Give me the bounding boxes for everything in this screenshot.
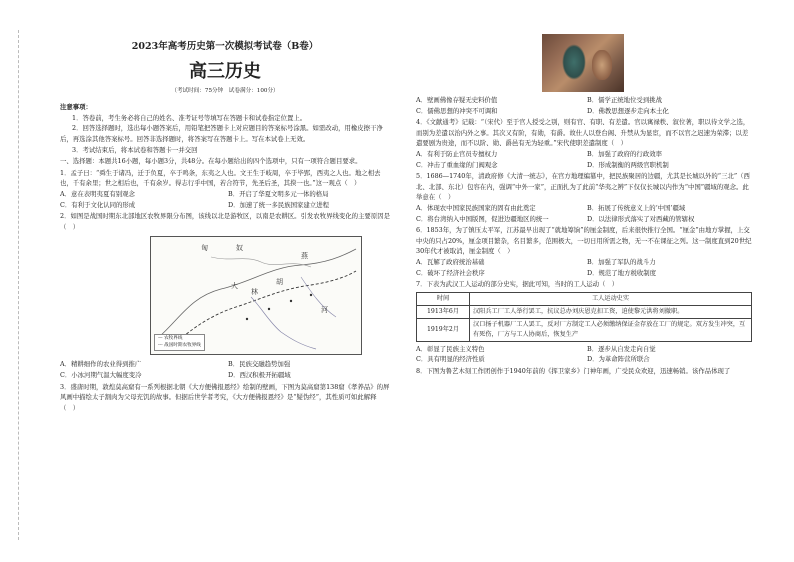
question-5-stem: 5．1686—1740年，清政府修《大清一统志》，在官方地理编纂中，把民族聚居的边疆，尤其是长城以外的“三北”（西北、北部、东北）包容在内，强调“中外一家”，正面扎为了此前“华夷之辨”下仅仅长城以内作为“中国”疆域的观念。此举意在（ ） [416, 172, 750, 202]
question-5-options [416, 203, 752, 224]
table-cell-time: 1913年6月 [417, 305, 470, 318]
option-c[interactable]: C．具有明显的经济性质 [416, 355, 485, 364]
question-1-stem: 1．孟子曰：“舜生于诸冯，迁于负夏，卒于鸣条，东夷之人也。文王生于岐周，卒于毕郢，西夷之人也。地之相去也，千有余里；世之相后也，千有余岁。得志行乎中国，若合符节，先圣后圣，其揆一也。”这一观点（ ） [60, 168, 381, 188]
map-label: 匈 [201, 244, 208, 253]
option-d[interactable]: D．加速了统一多民族国家建立进程 [228, 200, 329, 209]
option-b[interactable]: B．民族交融趋势加强 [228, 360, 291, 369]
question-2-options [60, 359, 390, 380]
option-b[interactable]: B．加强了政府的行政效率 [587, 149, 662, 158]
map-legend [154, 334, 205, 351]
question-4-options [416, 149, 752, 170]
option-a[interactable]: A．瓦解了政府统治基础 [416, 257, 485, 266]
question-7-options [416, 344, 752, 365]
note-item: 3．考试结束后，将本试卷和答题卡一并交回 [72, 145, 198, 154]
option-d[interactable]: D．为革命阵营所联合 [587, 355, 650, 364]
map-label: 胡 [276, 278, 283, 287]
legend-item: --- 战国时期农牧界线 [158, 342, 201, 348]
table-cell-fact: 汉口扬子机器厂工人罢工，反对厂方制定工人必须缴纳保证金存放在工厂的规定。双方发生冲突，互有死伤，厂方与工人协商后，恢复生产 [470, 318, 752, 341]
note-item: 2．回答选择题时，选出每小题答案后，用铅笔把答题卡上对应题目的答案标号涂黑。如需改动，用橡皮擦干净后，再选涂其他答案标号。回答非选择题时，将答案写在答题卡上。写在本试卷上无效。 [60, 124, 383, 143]
question-2-stem: 2．如图是战国时期东北部地区农牧界限分布图，该线以北是游牧区，以南是农耕区。引发农牧界线变化的主要原因是（ ） [60, 212, 390, 231]
right-column [416, 36, 752, 376]
option-a[interactable]: A．精耕细作的农业得到推广 [60, 360, 142, 369]
table-row [417, 305, 752, 318]
option-c[interactable]: C．冲击了重血缘的门阀观念 [416, 160, 498, 169]
option-a[interactable]: A．意在表明夷夏有别观念 [60, 189, 135, 198]
question-3-stem: 3．盛唐时期，敦煌莫高窟有一系列根据北朝《大方便佛报恩经》绘制的壁画，下图为莫高窟第138窟《孝养品》的屏风画中描绘太子割肉为父母充饥的故事。但据后世学者考究，《大方便佛报恩经》是“疑伪经”，其性质可如此解释（ ） [60, 382, 390, 412]
option-b[interactable]: B．拓展了传统意义上的‘中国’疆域 [587, 203, 686, 212]
map-label: 大 [231, 282, 238, 291]
question-7-stem: 7．下表为武汉工人运动的部分史实，据此可知，当时的工人运动（ ） [416, 280, 619, 289]
table-row [417, 318, 752, 341]
option-b[interactable]: B．逐步从自发走向自觉 [587, 344, 656, 353]
notes-heading: 注意事项： [60, 103, 92, 112]
option-b[interactable]: B．儒学正统地位受到挑战 [587, 96, 662, 104]
note-item: 1．答卷前，考生务必将自己的姓名、准考证号等填写在答题卡和试卷指定位置上。 [72, 113, 307, 122]
option-b[interactable]: B．加强了军队的战斗力 [587, 257, 656, 266]
option-d[interactable]: D．西汉积极开拓疆域 [228, 370, 291, 379]
mural-photo [542, 34, 624, 92]
option-a[interactable]: A．壁画佛像存疑无史料价值 [416, 96, 498, 104]
question-3-options [416, 95, 752, 116]
option-c[interactable]: C．有利于文化认同的形成 [60, 200, 136, 209]
option-d[interactable]: D．形成制衡的两级官职机制 [587, 160, 669, 169]
option-d[interactable]: D．佛教思想逐步走向本土化 [587, 106, 669, 115]
exam-subject: 高三历史 [189, 60, 261, 82]
left-column [60, 40, 390, 413]
table-cell-fact: 汉阳兵工厂工人举行罢工，抗议总办刘庆恩克扣工资，迫使黎元洪将刘撤职。 [470, 305, 752, 318]
binding-dashed-line [18, 30, 19, 540]
section-heading: 一、选择题：本题共16小题，每小题3分，共48分。在每小题给出的四个选项中，只有一项符合题目要求。 [60, 157, 362, 166]
option-b[interactable]: B．开启了华夏文明多元一体的格局 [228, 189, 329, 198]
question-6-stem: 6．1853年，为了镇压太平军，江苏最早出现了“就地筹饷”的厘金制度，后来很快推行全国。“厘金”由地方掌握，上交中央的只占20%，厘金项目繁杂，名目繁多，范围极大，一切日用所需之物，无一不在课征之列。这一制度直到20世纪30年代才被取消，厘金制度（ ） [416, 226, 752, 256]
option-c[interactable]: C．小冰河期气温大幅度变冷 [60, 370, 142, 379]
table-header: 工人运动史实 [470, 292, 752, 305]
question-6-options [416, 257, 752, 278]
question-1-options [60, 189, 390, 210]
map-label: 燕 [301, 252, 308, 261]
option-a[interactable]: A．有利于防止官员专擅权力 [416, 149, 498, 158]
workers-movement-table [416, 292, 752, 342]
warring-states-map [150, 236, 362, 355]
table-cell-time: 1919年2月 [417, 318, 470, 341]
table-header-row [417, 292, 752, 305]
option-d[interactable]: D．规范了地方税收制度 [587, 268, 657, 277]
legend-item: — 农牧界线 [158, 336, 183, 342]
option-c[interactable]: C．将台湾纳入中国版图，促进边疆地区的统一 [416, 214, 549, 223]
map-label: 河 [321, 306, 328, 315]
question-8-stem: 8．下图为鲁艺木刻工作团创作于1940年前的《挥卫家乡》门神年画，广受民众欢迎，迅速畅销。该作品体现了 [416, 366, 731, 375]
exam-title: 2023年高考历史第一次模拟考试卷（B卷） [131, 41, 319, 52]
option-a[interactable]: A．体现农中国家民族国家的固有由此奠定 [416, 203, 536, 212]
option-d[interactable]: D．以法律形式落实了对西藏的管辖权 [587, 214, 695, 223]
option-a[interactable]: A．彰显了民族主义特色 [416, 344, 485, 353]
map-label: 林 [251, 288, 258, 297]
option-c[interactable]: C．破坏了经济社会秩序 [416, 268, 485, 277]
table-header: 时间 [417, 292, 470, 305]
map-label: 奴 [236, 244, 243, 253]
question-4-stem: 4．《文献通考》记载：“（宋代）至于官人授受之别，则有官、有职、有差遣。官以寓禄秩、叙位著，职以待文学之选，而别为差遣以治内外之事。其次又有阶，有勋，有爵。故仕人以登台阁、升禁从为显宦，而不以官之迟速为荣滞；以差遣要剧为贵途，而不以阶、勋、爵邑有无为轻重。”宋代使职差遣制度（ ） [416, 118, 750, 148]
option-c[interactable]: C．儒佛思想的冲突不可调和 [416, 106, 498, 115]
exam-meta: （考试时间：75分钟 试卷满分：100分） [171, 87, 279, 94]
